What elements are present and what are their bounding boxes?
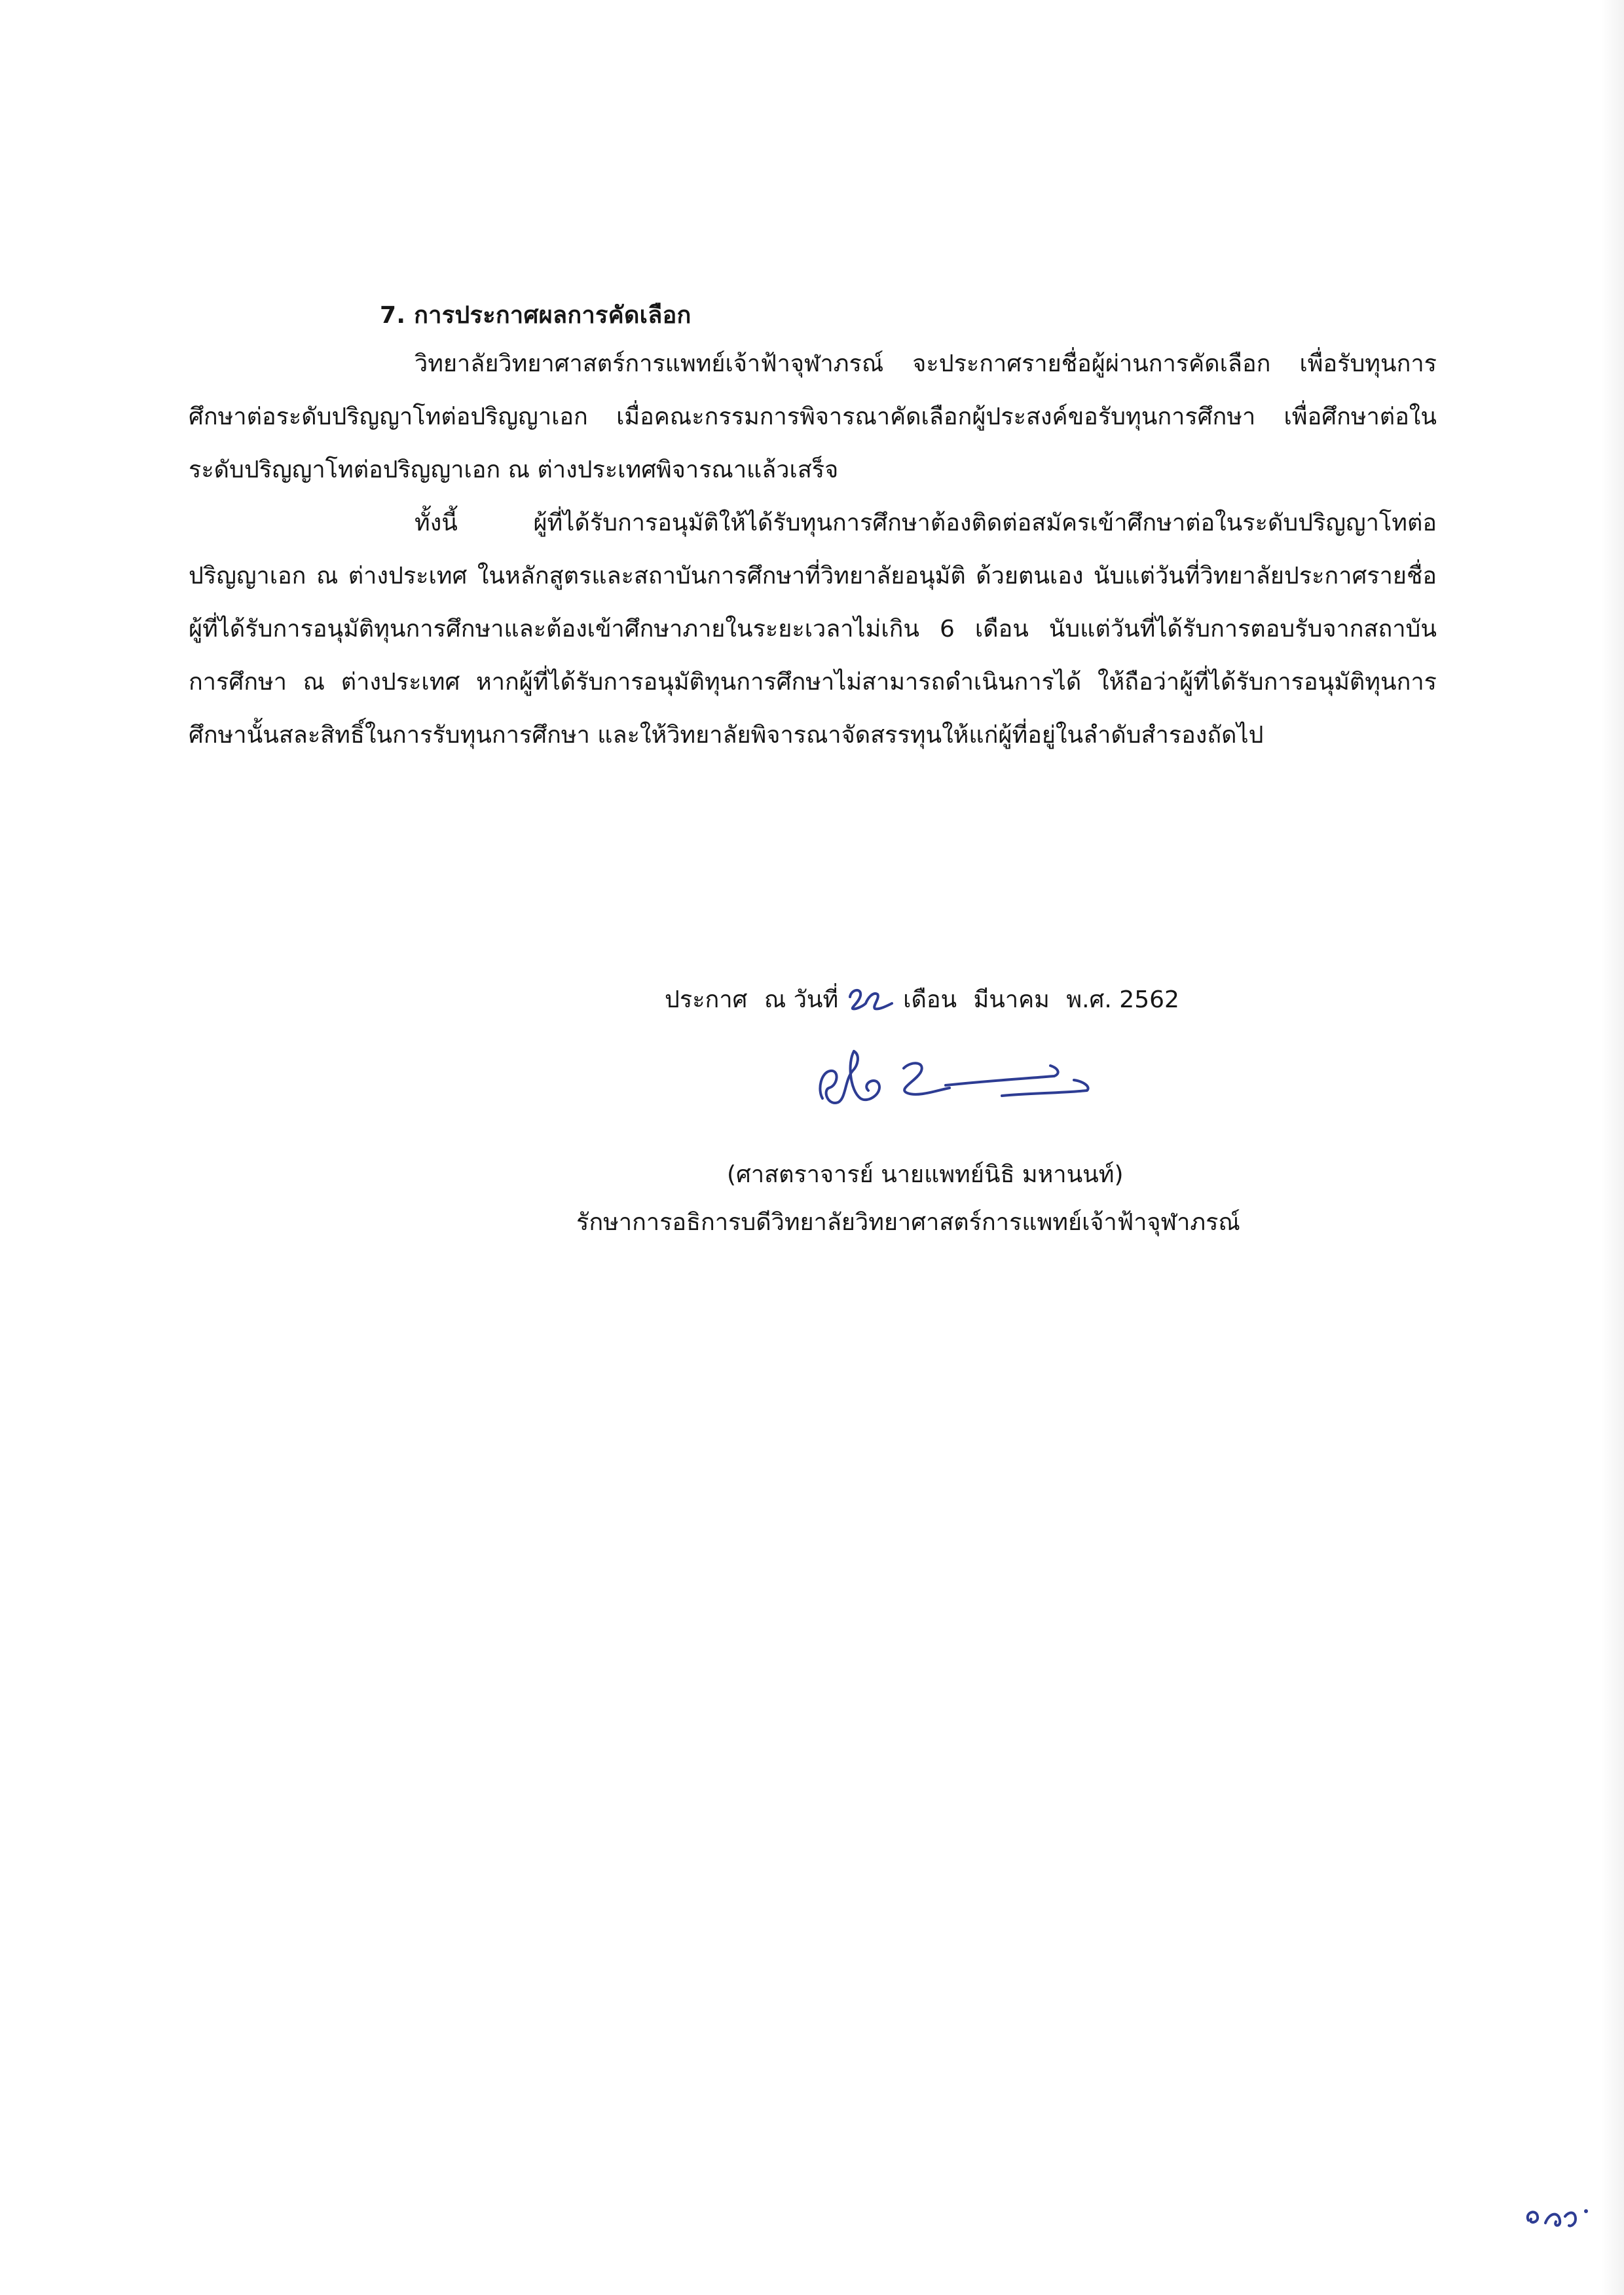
announcement-date-line [665,977,1179,1018]
handwritten-day-number [846,977,896,1017]
announce-month: มีนาคม [973,986,1050,1013]
announce-prefix: ประกาศ [665,986,748,1013]
signatory-title: รักษาการอธิการบดีวิทยาลัยวิทยาศาสตร์การแพทย์เจ้าฟ้าจุฬาภรณ์ [576,1209,1240,1236]
announce-on: ณ [764,986,786,1013]
section-heading: 7. การประกาศผลการคัดเลือก [380,302,692,329]
announce-year: 2562 [1119,986,1179,1013]
announce-month-label: เดือน [903,986,957,1013]
announce-day-label: วันที่ [793,986,839,1013]
handwritten-page-mark [1519,2194,1598,2240]
paragraph-conditions: ทั้งนี้ ผู้ที่ได้รับการอนุมัติให้ได้รับทุนการศึกษาต้องติดต่อสมัครเข้าศึกษาต่อในระดับปริญญาโทต่อปริญญาเอก ณ ต่างประเทศ ในหลักสูตรและสถาบันการศึกษาที่วิทยาลัยอนุมัติ ด้วยตนเอง นับแต่วันที่วิทยาลัยประกาศรายชื่อผู้ที่ได้รับการอนุมัติทุนการศึกษาและต้องเข้าศึกษาภายในระยะเวลาไม่เกิน 6 เดือน นับแต่วันที่ได้รับการตอบรับจากสถาบันการศึกษา ณ ต่างประเทศ หากผู้ที่ได้รับการอนุมัติทุนการศึกษาไม่สามารถดำเนินการได้ ให้ถือว่าผู้ที่ได้รับการอนุมัติทุนการศึกษานั้นสละสิทธิ์ในการรับทุนการศึกษา และให้วิทยาลัยพิจารณาจัดสรรทุนให้แก่ผู้ที่อยู่ในลำดับสำรองถัดไป [189,510,1437,749]
announce-year-label: พ.ศ. [1066,986,1112,1013]
scan-shadow-edge [1600,0,1624,2295]
signatory-name: (ศาสตราจารย์ นายแพทย์นิธิ มหานนท์) [727,1161,1124,1188]
signature [805,1025,1094,1123]
paragraph-announcement: วิทยาลัยวิทยาศาสตร์การแพทย์เจ้าฟ้าจุฬาภรณ์ จะประกาศรายชื่อผู้ผ่านการคัดเลือก เพื่อรับทุนการศึกษาต่อระดับปริญญาโทต่อปริญญาเอก เมื่อคณะกรรมการพิจารณาคัดเลือกผู้ประสงค์ขอรับทุนการศึกษา เพื่อศึกษาต่อในระดับปริญญาโทต่อปริญญาเอก ณ ต่างประเทศพิจารณาแล้วเสร็จ [189,350,1437,483]
